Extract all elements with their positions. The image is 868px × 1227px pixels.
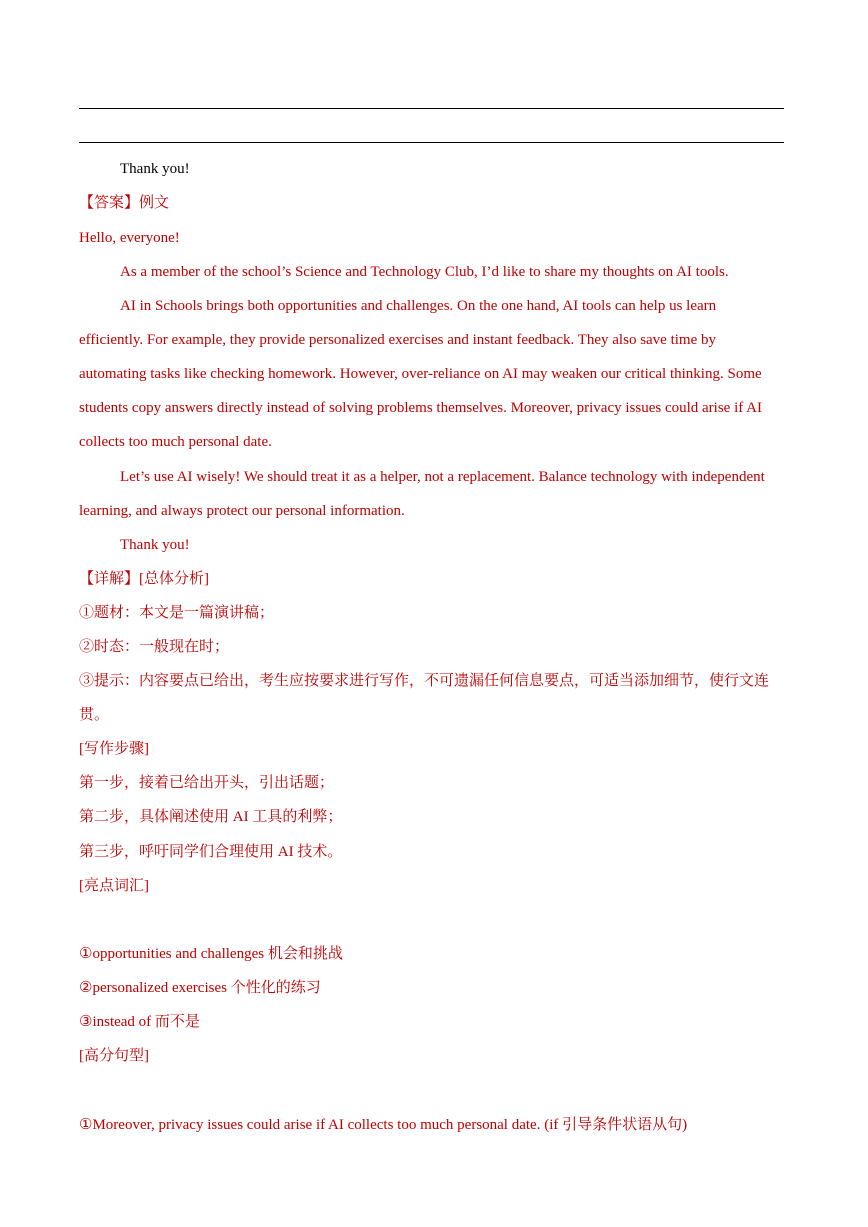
analysis-title: [总体分析] (139, 571, 210, 587)
answer-blank-line (79, 142, 784, 143)
analysis-item: ②时态：一般现在时； (79, 639, 230, 655)
sentence-item: ①Moreover, privacy issues could arise if AI collects too much personal date. (if 引导条件状语从句) (79, 1117, 688, 1133)
analysis-item: ①题材：本文是一篇演讲稿； (79, 605, 275, 621)
sentence-heading: [高分句型] (79, 1048, 149, 1064)
essay-paragraph-line: collects too much personal date. (79, 434, 272, 450)
analysis-heading (79, 569, 209, 589)
answer-heading (79, 193, 169, 213)
vocab-item: ③instead of 而不是 (79, 1014, 200, 1030)
step-item: 第一步，接着已给出开头，引出话题； (79, 775, 335, 791)
essay-paragraph-line: As a member of the school’s Science and Technology Club, I’d like to share my thoughts on AI tools. (120, 264, 729, 280)
analysis-item: 贯。 (79, 707, 110, 723)
step-item: 第二步，具体阐述使用 AI 工具的利弊； (79, 809, 343, 825)
vocab-heading: [亮点词汇] (79, 878, 149, 894)
answer-bracket: 【答案】 (79, 195, 140, 211)
essay-paragraph-line: learning, and always protect our personal information. (79, 503, 405, 519)
analysis-item: ③提示：内容要点已给出，考生应按要求进行写作，不可遗漏任何信息要点，可适当添加细节，使行文连 (79, 673, 770, 689)
steps-heading: [写作步骤] (79, 741, 149, 757)
vocab-item: ①opportunities and challenges 机会和挑战 (79, 946, 343, 962)
essay-closing: Thank you! (120, 537, 190, 553)
vocab-item: ②personalized exercises 个性化的练习 (79, 980, 321, 996)
essay-greeting: Hello, everyone! (79, 230, 180, 246)
essay-paragraph-line: efficiently. For example, they provide personalized exercises and instant feedback. They also save time by (79, 332, 717, 348)
answer-blank-line (79, 108, 784, 109)
essay-paragraph-line: AI in Schools brings both opportunities and challenges. On the one hand, AI tools can help us learn (120, 298, 717, 314)
analysis-bracket: 【详解】 (79, 571, 140, 587)
essay-paragraph-line: automating tasks like checking homework. However, over-reliance on AI may weaken our critical thinking. Some (79, 366, 762, 382)
step-item: 第三步，呼吁同学们合理使用 AI 技术。 (79, 844, 343, 860)
answer-label: 例文 (139, 195, 170, 211)
closing-line: Thank you! (120, 161, 190, 177)
essay-paragraph-line: students copy answers directly instead of solving problems themselves. Moreover, privacy issues could arise if AI (79, 400, 762, 416)
essay-paragraph-line: Let’s use AI wisely! We should treat it as a helper, not a replacement. Balance technology with independent (120, 469, 765, 485)
